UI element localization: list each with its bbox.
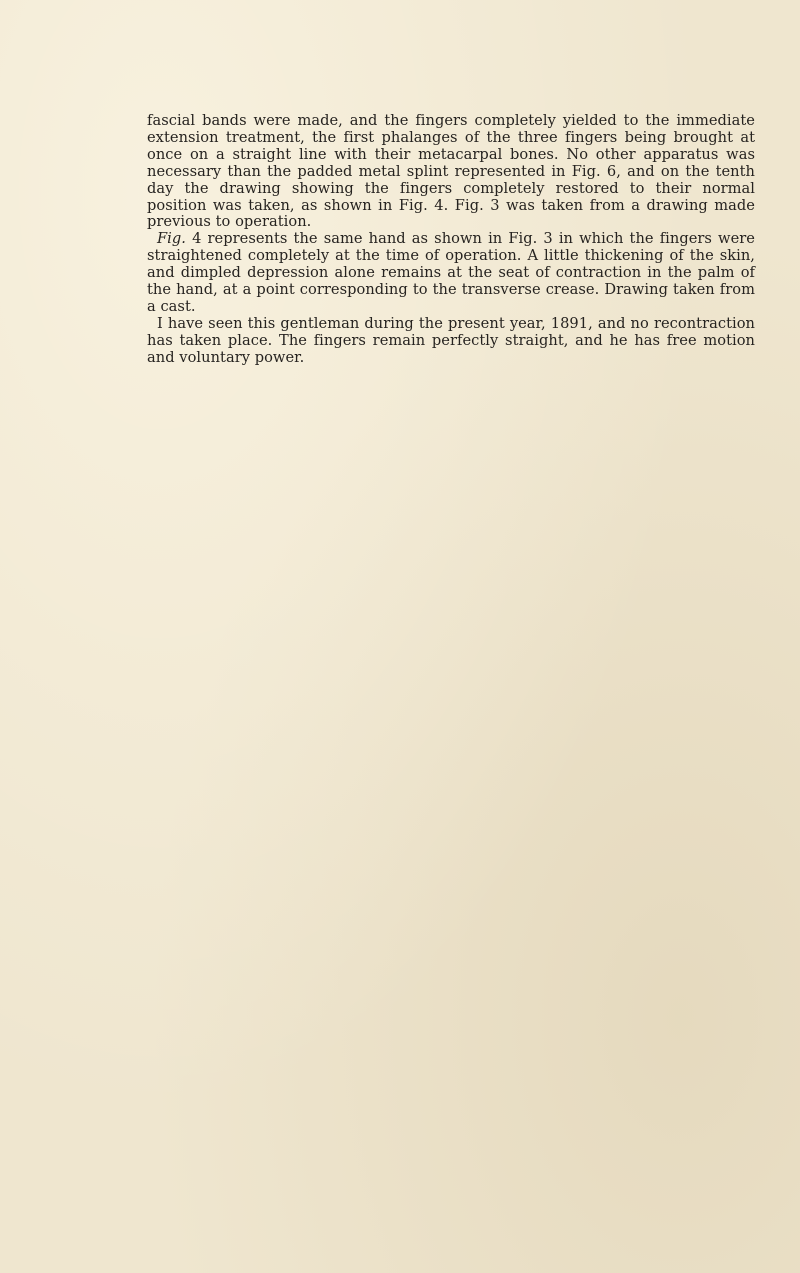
paragraph-1 (147, 113, 755, 231)
paragraph-3-text: I have seen this gentleman during the present year, 1891, and no recontraction has taken place. The fingers remain perfectly straight, and he has free motion and voluntary power. (147, 314, 755, 366)
paragraph-2-text: 4 represents the same hand as shown in Fig. 3 in which the fingers were straightened completely at the time of operation. A little thickening of the skin, and dimpled depression alone remains at the seat of contraction in the palm of the hand, at a point corresponding to the transverse crease. Drawing taken from a cast. (147, 230, 755, 315)
figure-reference-label: Fig. (157, 230, 186, 248)
body-text (147, 113, 755, 367)
paragraph-3 (147, 316, 755, 367)
paragraph-1-text: fascial bands were made, and the fingers completely yielded to the immediate extension treatment, the first phalanges of the three fingers being brought at once on a straight line with their metacarpal bones. No other apparatus was necessary than the padded metal splint represented in Fig. 6, and on the tenth day the drawing showing the fingers completely restored to their normal position was taken, as shown in Fig. 4. Fig. 3 was taken from a drawing made previous to operation. (147, 112, 755, 231)
paragraph-2 (147, 231, 755, 316)
